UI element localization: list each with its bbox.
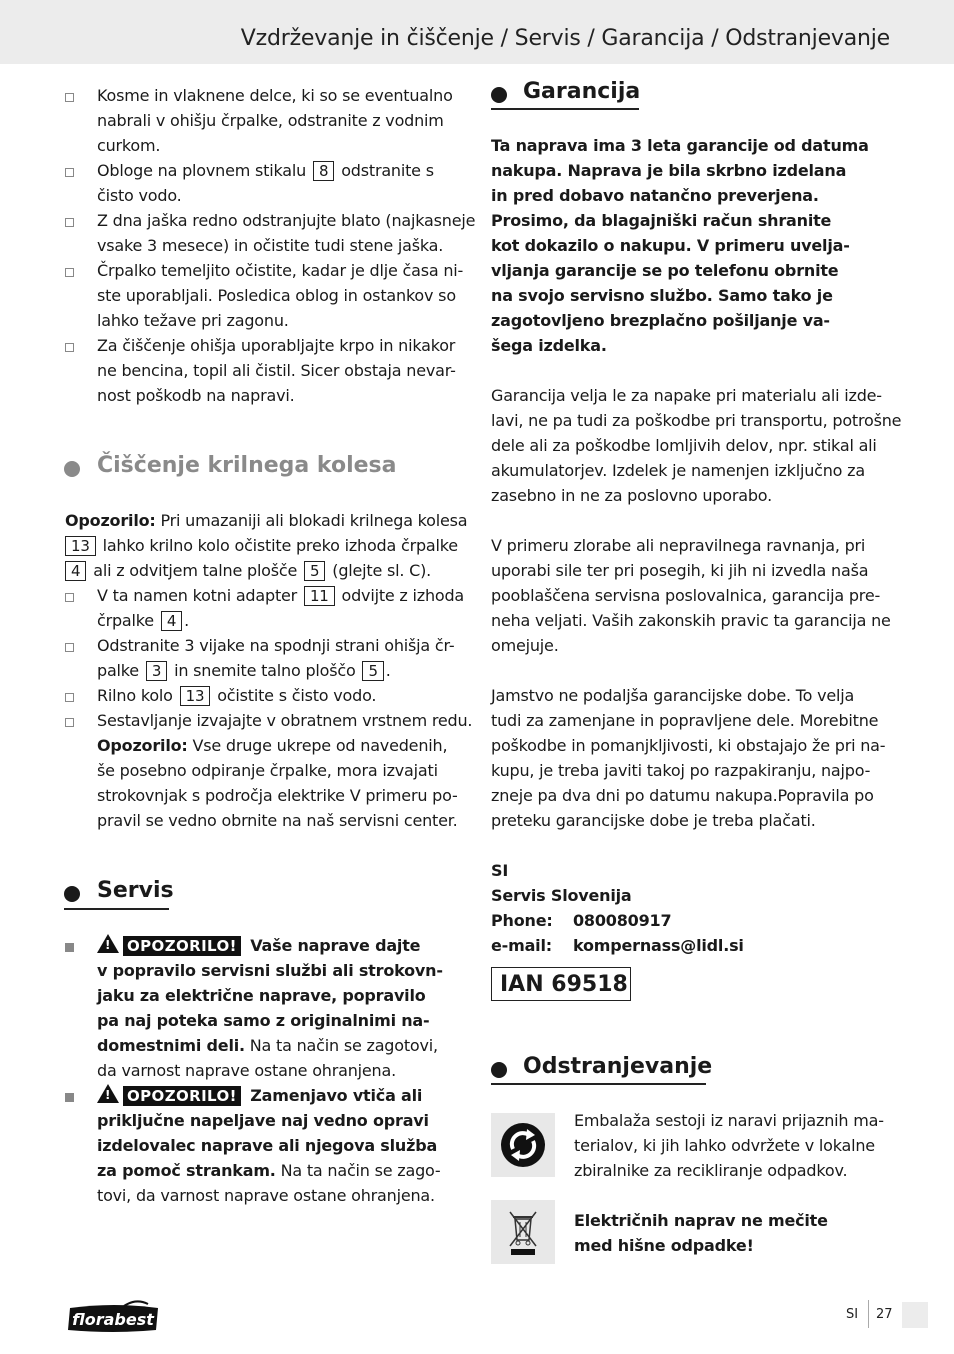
bullet-line: pravil se vedno obrnite na naš servisni center. bbox=[97, 811, 458, 830]
text-line: nakupa. Naprava je bila skrbno izdelana bbox=[491, 161, 847, 180]
ref-box: 13 bbox=[65, 536, 96, 556]
bullet-line: Z dna jaška redno odstranjujte blato (najkasneje bbox=[97, 211, 476, 230]
ref-box: 8 bbox=[313, 161, 334, 181]
warning-line: izdelovalec naprave ali njegova služba bbox=[97, 1136, 438, 1155]
text-line: neha veljati. Vaših zakonskih pravic ta garancija ne bbox=[491, 611, 891, 630]
warning-line: ! OPOZORILO! Zamenjavo vtiča ali bbox=[97, 1083, 422, 1108]
warning-line: ! OPOZORILO! Vaše naprave dajte bbox=[97, 933, 420, 958]
warning-line: v popravilo servisni službi ali strokovn- bbox=[97, 961, 443, 980]
bullet-line: palke 3 in snemite talno ploščo 5 . bbox=[97, 661, 391, 680]
bullet-line: Črpalko temeljito očistite, kadar je dlje časa ni- bbox=[97, 261, 464, 280]
page-header bbox=[0, 0, 954, 64]
bullet-line: črpalke 4 . bbox=[97, 611, 190, 630]
bullet-line: čisto vodo. bbox=[97, 186, 182, 205]
text-line: šega izdelka. bbox=[491, 336, 607, 355]
recycle-icon bbox=[491, 1113, 555, 1177]
recycle-text: Embalaža sestoji iz naravi prijaznih ma- bbox=[574, 1111, 884, 1130]
text-line: Prosimo, da blagajniški račun shranite bbox=[491, 211, 832, 230]
bullet-line: Kosme in vlaknene delce, ki so se eventualno bbox=[97, 86, 453, 105]
text-line: Garancija velja le za napake pri materialu ali izde- bbox=[491, 386, 882, 405]
bullet-square bbox=[65, 643, 74, 652]
ref-box: 11 bbox=[304, 586, 335, 606]
heading-underline bbox=[491, 108, 639, 110]
section-heading-krilno: Čiščenje krilnega kolesa bbox=[97, 453, 397, 478]
warning-triangle-icon: ! bbox=[97, 934, 119, 953]
text-line: kot dokazilo o nakupu. V primeru uvelja- bbox=[491, 236, 850, 255]
footer-divider bbox=[868, 1300, 869, 1328]
bullet-filled bbox=[65, 1093, 74, 1102]
bullet-line: nost poškodb na napravi. bbox=[97, 386, 295, 405]
contact-email: kompernass@lidl.si bbox=[573, 936, 744, 955]
warning-line: tovi, da varnost naprave ostane ohranjena. bbox=[97, 1186, 435, 1205]
svg-text:florabest: florabest bbox=[72, 1310, 154, 1329]
weee-text: Električnih naprav ne mečite bbox=[574, 1211, 828, 1230]
warning-line: za pomoč strankam. Na ta način se zago- bbox=[97, 1161, 441, 1180]
bullet-line: ste uporabljali. Posledica oblog in ostankov so bbox=[97, 286, 456, 305]
text-line: Jamstvo ne podaljša garancijske dobe. To velja bbox=[491, 686, 855, 705]
text-line: na svojo servisno službo. Samo tako je bbox=[491, 286, 833, 305]
heading-underline bbox=[64, 908, 169, 910]
contact-email-label: e-mail: bbox=[491, 936, 552, 955]
bullet-line: ne bencina, topil ali čistil. Sicer obstaja nevar- bbox=[97, 361, 456, 380]
warning-label: OPOZORILO! bbox=[123, 936, 241, 956]
weee-crossed-bin-icon bbox=[491, 1200, 555, 1264]
bullet-line: še posebno odpiranje črpalke, mora izvajati bbox=[97, 761, 438, 780]
warning-triangle-icon: ! bbox=[97, 1084, 119, 1103]
bullet-line: vsake 3 mesece) in očistite tudi stene jaška. bbox=[97, 236, 444, 255]
bullet-line: Opozorilo: Vse druge ukrepe od navedenih, bbox=[97, 736, 448, 755]
text-line: kupu, je treba javiti takoj po razpakiranju, najpo- bbox=[491, 761, 871, 780]
warning-line: priključne napeljave naj vedno opravi bbox=[97, 1111, 429, 1130]
recycle-text: terialov, ki jih lahko odvržete v lokalne bbox=[574, 1136, 875, 1155]
bullet-line: Obloge na plovnem stikalu 8 odstranite s bbox=[97, 161, 434, 180]
bullet-line: V ta namen kotni adapter 11 odvijte z izhoda bbox=[97, 586, 465, 605]
section-heading-garancija: Garancija bbox=[523, 79, 641, 104]
krilno-line: 13 lahko krilno kolo očistite preko izhoda črpalke bbox=[65, 533, 458, 558]
bullet-line: curkom. bbox=[97, 136, 161, 155]
text-line: dele ali za poškodbe lomljivih delov, npr. stikal ali bbox=[491, 436, 877, 455]
contact-country: SI bbox=[491, 861, 509, 880]
footer-tab bbox=[902, 1302, 928, 1328]
bullet-line: strokovnjak s področja elektrike V primeru po- bbox=[97, 786, 458, 805]
bullet-square bbox=[65, 343, 74, 352]
bullet-square bbox=[65, 718, 74, 727]
heading-dot bbox=[491, 87, 507, 103]
bullet-square bbox=[65, 693, 74, 702]
contact-name: Servis Slovenija bbox=[491, 886, 632, 905]
text-line: tudi za zamenjane in popravljene dele. Morebitne bbox=[491, 711, 879, 730]
bullet-line: nabrali v ohišju črpalke, odstranite z vodnim bbox=[97, 111, 444, 130]
footer-language: SI bbox=[846, 1307, 859, 1322]
bullet-line: Odstranite 3 vijake na spodnji strani ohišja čr- bbox=[97, 636, 455, 655]
bullet-line: Za čiščenje ohišja uporabljajte krpo in nikakor bbox=[97, 336, 456, 355]
krilno-line: Opozorilo: Pri umazaniji ali blokadi krilnega kolesa bbox=[65, 511, 468, 530]
ref-box: 4 bbox=[161, 611, 182, 631]
section-heading-odstranjevanje: Odstranjevanje bbox=[523, 1054, 713, 1079]
heading-dot bbox=[64, 886, 80, 902]
bullet-square bbox=[65, 268, 74, 277]
text-line: omejuje. bbox=[491, 636, 559, 655]
ref-box: 5 bbox=[362, 661, 383, 681]
krilno-line: 4 ali z odvitjem talne plošče 5 (glejte sl. C). bbox=[65, 558, 431, 583]
ian-number: IAN 69518 bbox=[491, 967, 631, 1001]
bullet-line: Rilno kolo 13 očistite s čisto vodo. bbox=[97, 686, 377, 705]
weee-text: med hišne odpadke! bbox=[574, 1236, 754, 1255]
warning-line: domestnimi deli. Na ta način se zagotovi, bbox=[97, 1036, 438, 1055]
text-line: vljanja garancije se po telefonu obrnite bbox=[491, 261, 839, 280]
text-line: in pred dobavo natančno preverjena. bbox=[491, 186, 819, 205]
warning-line: pa naj poteka samo z originalnimi na- bbox=[97, 1011, 430, 1030]
contact-phone-label: Phone: bbox=[491, 911, 553, 930]
warning-label: OPOZORILO! bbox=[123, 1086, 241, 1106]
ref-box: 5 bbox=[304, 561, 325, 581]
text-line: zasebno in ne za poslovno uporabo. bbox=[491, 486, 773, 505]
bullet-line: lahko težave pri zagonu. bbox=[97, 311, 289, 330]
heading-underline bbox=[491, 1083, 706, 1085]
ref-box: 4 bbox=[65, 561, 86, 581]
text-line: pooblaščena servisna poslovalnica, garancija pre- bbox=[491, 586, 881, 605]
page-number: 27 bbox=[876, 1307, 893, 1322]
bullet-line: Sestavljanje izvajajte v obratnem vrstnem redu. bbox=[97, 711, 473, 730]
heading-dot bbox=[64, 461, 80, 477]
text-line: V primeru zlorabe ali nepravilnega ravnanja, pri bbox=[491, 536, 866, 555]
text-line: uporabi sile ter pri posegih, ki jih ni izvedla naša bbox=[491, 561, 869, 580]
ref-box: 3 bbox=[146, 661, 167, 681]
bullet-square bbox=[65, 218, 74, 227]
text-line: preteku garancijske dobe je treba plačati. bbox=[491, 811, 816, 830]
page-title: Vzdrževanje in čiščenje / Servis / Garancija / Odstranjevanje bbox=[240, 26, 890, 51]
warning-line: jaku za električne naprave, popravilo bbox=[97, 986, 426, 1005]
bullet-filled bbox=[65, 943, 74, 952]
bullet-square bbox=[65, 168, 74, 177]
text-line: lavi, ne pa tudi za poškodbe pri transportu, potrošne bbox=[491, 411, 902, 430]
text-line: poškodbe in pomanjkljivosti, ki obstajajo že pri na- bbox=[491, 736, 886, 755]
text-line: zneje pa dva dni po datumu nakupa.Popravila po bbox=[491, 786, 874, 805]
ref-box: 13 bbox=[180, 686, 211, 706]
heading-dot bbox=[491, 1062, 507, 1078]
section-heading-servis: Servis bbox=[97, 878, 174, 903]
warning-line: da varnost naprave ostane ohranjena. bbox=[97, 1061, 396, 1080]
bullet-square bbox=[65, 593, 74, 602]
text-line: zagotovljeno brezplačno pošiljanje va- bbox=[491, 311, 830, 330]
text-line: Ta naprava ima 3 leta garancije od datuma bbox=[491, 136, 869, 155]
florabest-logo bbox=[64, 1300, 162, 1334]
bullet-square bbox=[65, 93, 74, 102]
contact-phone: 080080917 bbox=[573, 911, 672, 930]
text-line: akumulatorjev. Izdelek je namenjen izključno za bbox=[491, 461, 865, 480]
recycle-text: zbiralnike za recikliranje odpadkov. bbox=[574, 1161, 848, 1180]
